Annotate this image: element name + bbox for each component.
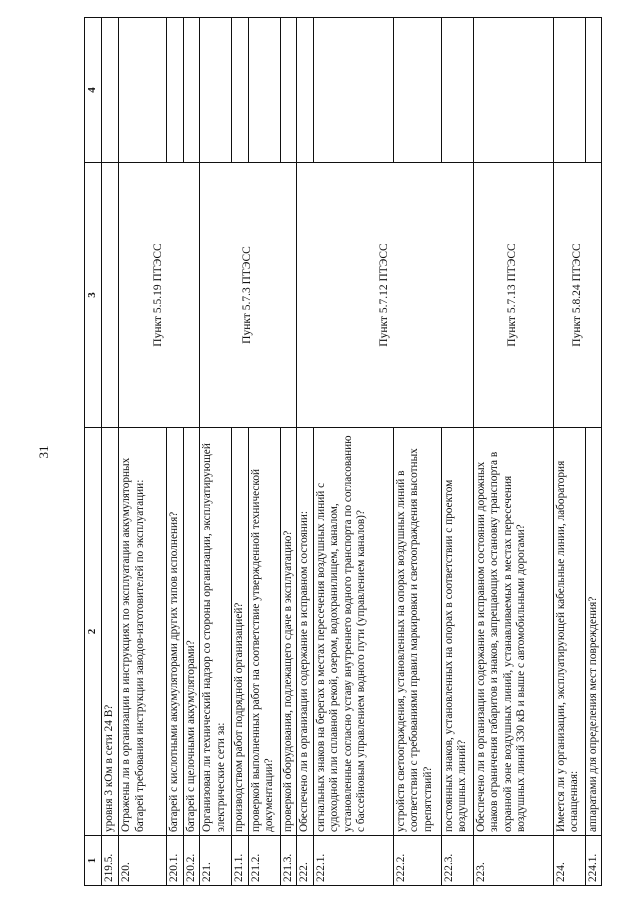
row-question: Обеспечено ли в организации содержание в исправном состоянии: (297, 428, 314, 836)
row-question: уровня 3 кОм в сети 24 В? (102, 428, 119, 836)
table-row (393, 18, 441, 886)
row-reference: Пункт 5.5.19 ПТЭСС (119, 163, 200, 428)
table-row (313, 18, 393, 886)
table-row (473, 18, 553, 886)
row-number: 220.1. (167, 836, 184, 886)
row-number: 221.2. (248, 836, 280, 886)
table-row (167, 18, 184, 886)
table-row (102, 18, 119, 886)
row-question: батарей с кислотными аккумуляторами других типов исполнения? (167, 428, 184, 836)
row-note (313, 18, 393, 163)
row-number: 224.1. (585, 836, 602, 886)
row-question: аппаратами для определения мест повреждения? (585, 428, 602, 836)
row-question: Имеется ли у организации, эксплуатирующей кабельные линии, лаборатория оснащенная: (553, 428, 585, 836)
row-reference: Пункт 5.7.13 ПТЭСС (473, 163, 553, 428)
row-number: 220. (119, 836, 167, 886)
table-row (441, 18, 473, 886)
row-question: проверкой выполненных работ на соответствие утвержденной технической документации? (248, 428, 280, 836)
table-row (297, 18, 314, 886)
row-number: 222.2. (393, 836, 441, 886)
row-reference: Пункт 5.8.24 ПТЭСС (553, 163, 602, 428)
row-question: Обеспечено ли в организации содержание в исправном состоянии дорожных знаков ограничения габаритов и знаков, запрещающих остановку транспорта в охранной зоне воздушных линий, устанавливаемых в местах пересечения воздушных линий 330 кВ и выше с автомобильными дорогами? (473, 428, 553, 836)
header-row (85, 18, 102, 886)
table-row (585, 18, 602, 886)
row-question: Организован ли технический надзор со стороны организации, эксплуатирующей электрические сети за: (200, 428, 232, 836)
row-number: 219.5. (102, 836, 119, 886)
row-question: сигнальных знаков на берегах в местах пересечения воздушных линий с судоходной или сплавной рекой, озером, водохранилищем, каналом, установленные согласно уставу внутреннего водного транспорта по согласованию с бассейновым управлением водного пути (управлением каналов)? (313, 428, 393, 836)
row-note (183, 18, 200, 163)
row-number: 222. (297, 836, 314, 886)
table-body (102, 18, 602, 886)
rotated-table-frame (84, 18, 599, 886)
row-note (553, 18, 585, 163)
table-row (248, 18, 280, 886)
row-number: 221. (200, 836, 232, 886)
page-number: 31 (36, 445, 51, 459)
row-note (248, 18, 280, 163)
row-note (473, 18, 553, 163)
row-note (585, 18, 602, 163)
row-number: 223. (473, 836, 553, 886)
table-row (232, 18, 249, 886)
row-reference (102, 163, 119, 428)
table-row (200, 18, 232, 886)
inspection-table (84, 17, 602, 886)
row-question: проверкой оборудования, подлежащего сдаче в эксплуатацию? (280, 428, 297, 836)
row-question: батарей с щелочными аккумуляторами? (183, 428, 200, 836)
row-number: 222.1. (313, 836, 393, 886)
row-number: 221.3. (280, 836, 297, 886)
table-row (183, 18, 200, 886)
row-number: 224. (553, 836, 585, 886)
row-note (280, 18, 297, 163)
row-number: 220.2. (183, 836, 200, 886)
row-number: 221.1. (232, 836, 249, 886)
row-question: устройств светоограждения, установленных на опорах воздушных линий в соответствии с требованиями правил маркировки и светоограждения высотных препятствий? (393, 428, 441, 836)
table-row (119, 18, 167, 886)
row-note (102, 18, 119, 163)
header-col-1: 1 (85, 836, 102, 886)
row-note (232, 18, 249, 163)
row-note (200, 18, 232, 163)
row-reference: Пункт 5.7.3 ПТЭСС (200, 163, 297, 428)
table-row (553, 18, 585, 886)
row-note (167, 18, 184, 163)
table-row (280, 18, 297, 886)
header-col-4: 4 (85, 18, 102, 163)
row-reference: Пункт 5.7.12 ПТЭСС (297, 163, 474, 428)
row-question: постоянных знаков, установленных на опорах в соответствии с проектом воздушных линий? (441, 428, 473, 836)
header-col-2: 2 (85, 428, 102, 836)
row-note (119, 18, 167, 163)
row-question: Отражены ли в организации в инструкциях по эксплуатации аккумуляторных батарей требования инструкции заводов-изготовителей по эксплуатации: (119, 428, 167, 836)
row-question: производством работ подрядной организацией? (232, 428, 249, 836)
header-col-3: 3 (85, 163, 102, 428)
row-note (297, 18, 314, 163)
row-number: 222.3. (441, 836, 473, 886)
row-note (393, 18, 441, 163)
row-note (441, 18, 473, 163)
